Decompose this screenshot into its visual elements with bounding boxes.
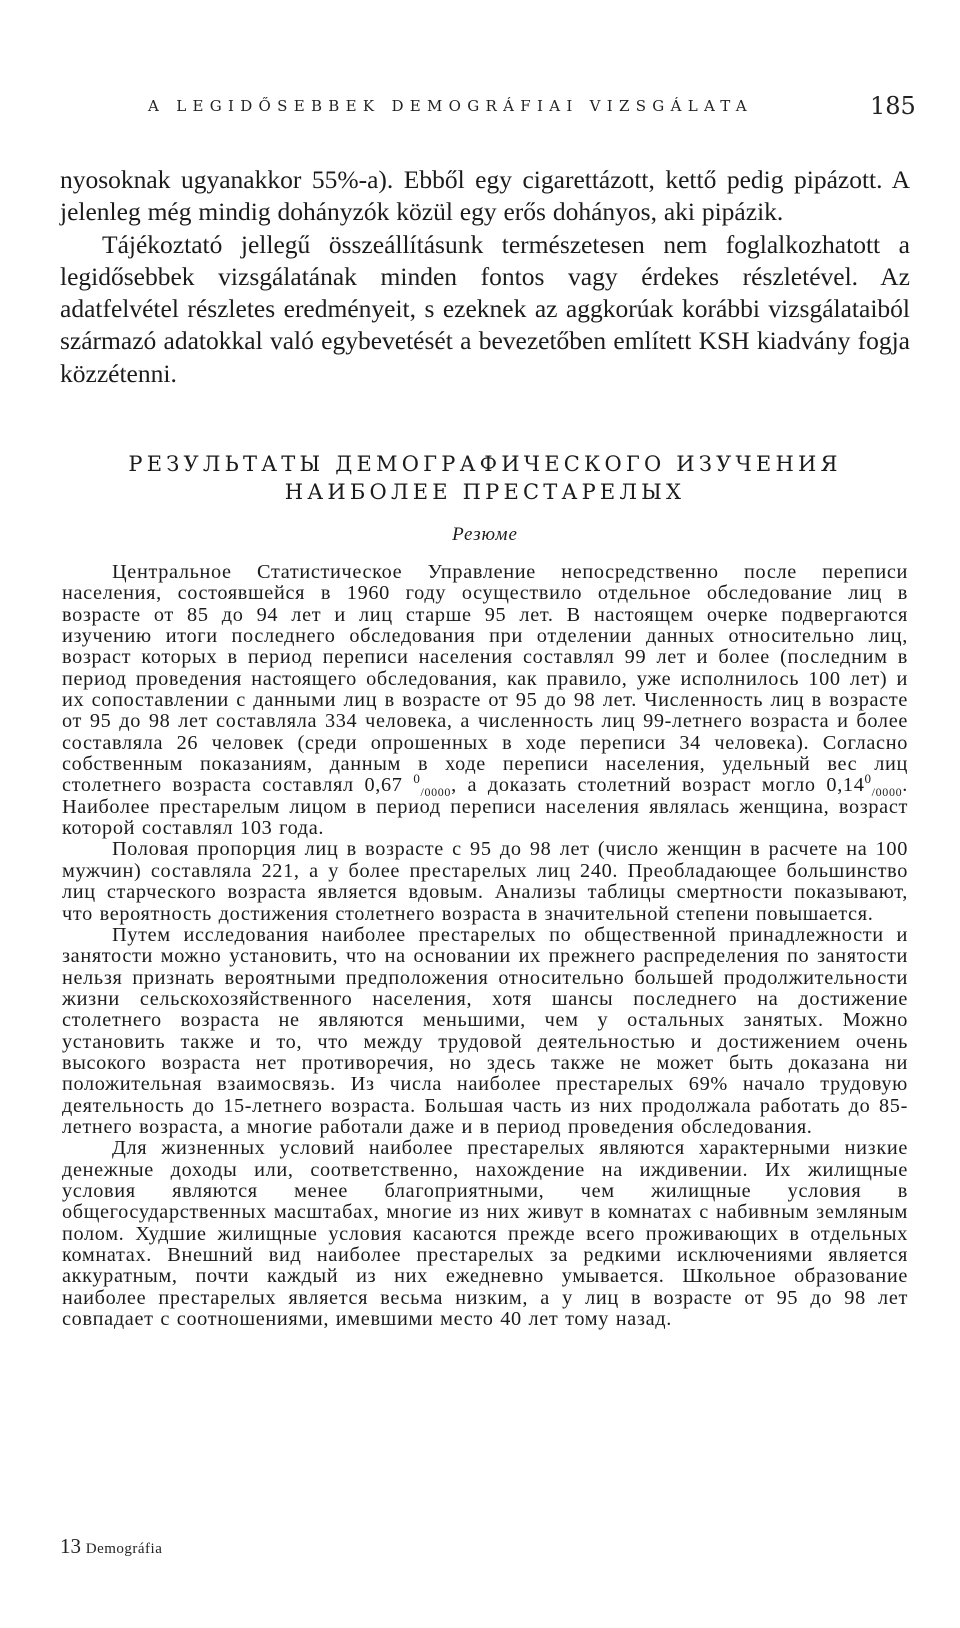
summary-subtitle: Резюме <box>452 524 518 545</box>
hungarian-paragraph-2: Tájékoztató jellegű összeállításunk természetesen nem foglalkozhatott a legidősebbek vizsgálatának minden fontos vagy érdekes részletével. Az adatfelvétel részletes eredményeit, s ezeknek az aggkorúak korábbi vizsgálataiból származó adatokkal való egybevetését a bevezetőben említett KSH kiadvány fogja közzétenni. <box>60 229 910 388</box>
permille-sub-b: /0000 <box>871 785 903 800</box>
summary-title-line-1: РЕЗУЛЬТАТЫ ДЕМОГРАФИЧЕСКОГО ИЗУЧЕНИЯ <box>128 452 842 476</box>
signature-label: Demográfia <box>85 1541 163 1557</box>
page-number: 185 <box>870 92 916 120</box>
signature-number: 13 <box>60 1534 81 1558</box>
permille-sup-a: 0 <box>413 771 421 787</box>
hungarian-paragraph-1: nyosoknak ugyanakkor 55%-a). Ebből egy cigarettázott, kettő pedig pipázott. A jelenleg még mindig dohányzók közül egy erős dohányos, aki pipázik. <box>60 165 910 227</box>
summary-paragraph-1-part-c: . Наиболее престарелым лицом в период переписи населения являлась женщина, возраст которой составлял 103 года. <box>62 774 908 840</box>
summary-paragraph-1-part-a: Центральное Статистическое Управление непосредственно после переписи населения, состоявшейся в 1960 году осуществило отдельное обследование лиц в возрасте от 85 до 94 лет и лиц старше 95 лет. В настоящем очерке подвергаются изучению итоги последнего обследования при отделении данных относительно лиц, возраст которых в период переписи населения составлял 99 лет и более (последним в период проведения настоящего обследования, как правило, уже исполнилось 100 лет) и их сопоставлении с данными лиц в возрасте от 95 до 98 лет. Численность лиц в возрасте от 95 до 98 лет составляла 334 человека, а численность лиц 99-летнего возраста и более составляла 26 человек (среди опрошенных в ходе переписи 34 человека). Согласно собственным показаниям, данным в ходе переписи населения, удельный вес лиц столетнего возраста составлял 0,67 <box>62 561 908 797</box>
summary-title-line-2: НАИБОЛЕЕ ПРЕСТАРЕЛЫХ <box>284 480 686 504</box>
permille-sub-a: /0000 <box>420 785 452 800</box>
running-head: A LEGIDŐSEBBEK DEMOGRÁFIAI VIZSGÁLATA <box>148 97 753 115</box>
summary-paragraph-4: Для жизненных условий наиболее престарелых являются характерными низкие денежные доходы или, соответственно, нахождение на иждивении. Их жилищные условия являются менее благоприятными, чем жилищные условия в общегосударственных масштабах, многие из них живут в комнатах с набивным земляным полом. Худшие жилищные условия касаются прежде всего проживающих в отдельных комнатах. Внешний вид наиболее престарелых за редкими исключениями является аккуратным, почти каждый из них ежедневно умывается. Школьное образование наиболее престарелых является весьма низким, а у лиц в возрасте от 95 до 98 лет совпадает с соотношениями, имевшими место 40 лет тому назад. <box>62 1137 908 1331</box>
summary-paragraph-3: Путем исследования наиболее престарелых по общественной принадлежности и занятости можно установить, что на основании их прежнего распределения по занятости нельзя признать вероятными предположения относительно большей продолжительности жизни сельскохозяйственного населения, хотя шансы последнего на достижение столетнего возраста не являются меньшими, чем у остальных занятых. Можно установить также и то, что между трудовой деятельностью и достижением очень высокого возраста нет противоречия, но здесь также не может быть доказана ни положительная взаимосвязь. Из числа наиболее престарелых 69% начало трудовую деятельность до 15-летнего возраста. Большая часть из них продолжала работать до 85-летнего возраста, а многие работали даже и в период проведения обследования. <box>62 923 908 1138</box>
permille-sup-b: 0 <box>864 771 872 787</box>
summary-paragraph-1 <box>62 562 908 839</box>
hungarian-text-block <box>60 164 910 390</box>
summary-paragraph-2: Половая пропорция лиц в возрасте с 95 до 98 лет (число женщин в расчете на 100 мужчин) составляла 221, а у более престарелых лиц 240. Преобладающее большинство лиц старческого возраста является вдовым. Анализы таблицы смертности показывают, что вероятность достижения столетнего возраста в значительной степени повышается. <box>62 838 908 925</box>
sheet-signature <box>60 1534 162 1559</box>
summary-paragraph-1-part-b: , а доказать столетний возраст могло 0,14 <box>451 774 865 797</box>
russian-summary-text <box>62 562 908 1330</box>
